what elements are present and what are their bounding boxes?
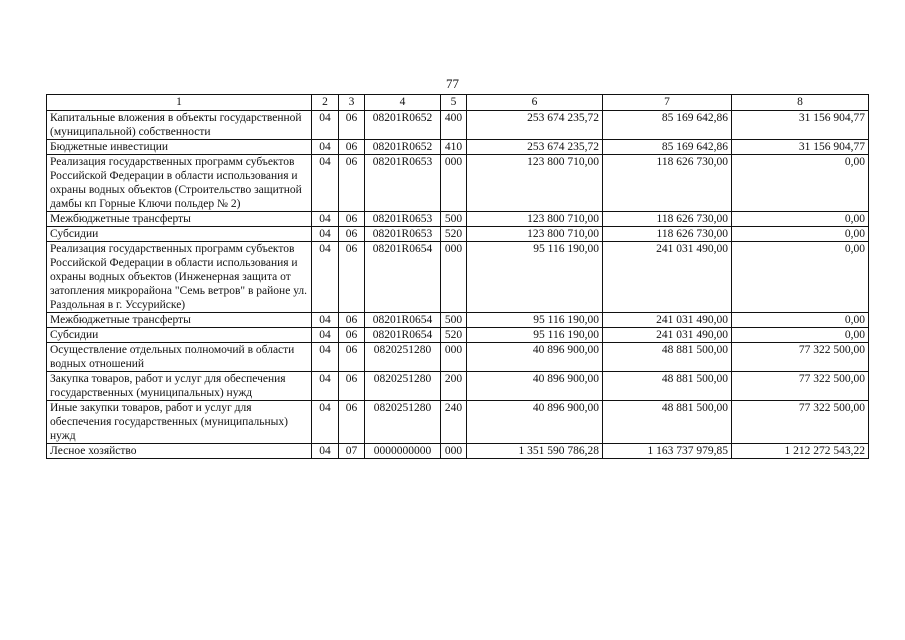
- amount-col-8: 0,00: [732, 155, 869, 212]
- row-name: Межбюджетные трансферты: [47, 212, 312, 227]
- header-cell: 5: [441, 95, 467, 111]
- amount-col-7: 241 031 490,00: [603, 313, 732, 328]
- row-name: Иные закупки товаров, работ и услуг для обеспечения государственных (муниципальных) нужд: [47, 401, 312, 444]
- amount-col-6: 95 116 190,00: [467, 242, 603, 313]
- table-row: [47, 313, 869, 328]
- header-cell: 3: [339, 95, 365, 111]
- subsection-code: 06: [339, 155, 365, 212]
- amount-col-6: 95 116 190,00: [467, 328, 603, 343]
- table-row: [47, 343, 869, 372]
- amount-col-6: 40 896 900,00: [467, 372, 603, 401]
- expense-type-code: 000: [441, 155, 467, 212]
- amount-col-6: 253 674 235,72: [467, 140, 603, 155]
- section-code: 04: [312, 313, 339, 328]
- amount-col-7: 48 881 500,00: [603, 372, 732, 401]
- page-number: 77: [446, 76, 459, 91]
- target-article-code: 08201R0653: [365, 212, 441, 227]
- row-name: Капитальные вложения в объекты государственной (муниципальной) собственности: [47, 111, 312, 140]
- expense-type-code: 000: [441, 444, 467, 459]
- subsection-code: 06: [339, 111, 365, 140]
- amount-col-7: 241 031 490,00: [603, 328, 732, 343]
- subsection-code: 06: [339, 212, 365, 227]
- row-name: Осуществление отдельных полномочий в области водных отношений: [47, 343, 312, 372]
- header-cell: 2: [312, 95, 339, 111]
- section-code: 04: [312, 444, 339, 459]
- row-name: Бюджетные инвестиции: [47, 140, 312, 155]
- amount-col-6: 123 800 710,00: [467, 212, 603, 227]
- section-code: 04: [312, 372, 339, 401]
- section-code: 04: [312, 242, 339, 313]
- expense-type-code: 520: [441, 227, 467, 242]
- table-row: [47, 401, 869, 444]
- amount-col-7: 1 163 737 979,85: [603, 444, 732, 459]
- row-name: Закупка товаров, работ и услуг для обеспечения государственных (муниципальных) нужд: [47, 372, 312, 401]
- amount-col-6: 1 351 590 786,28: [467, 444, 603, 459]
- target-article-code: 0820251280: [365, 372, 441, 401]
- amount-col-7: 48 881 500,00: [603, 343, 732, 372]
- expense-type-code: 410: [441, 140, 467, 155]
- header-row: [47, 95, 869, 111]
- target-article-code: 08201R0654: [365, 242, 441, 313]
- header-cell: 7: [603, 95, 732, 111]
- amount-col-7: 85 169 642,86: [603, 140, 732, 155]
- subsection-code: 06: [339, 372, 365, 401]
- amount-col-8: 31 156 904,77: [732, 111, 869, 140]
- section-code: 04: [312, 343, 339, 372]
- amount-col-6: 40 896 900,00: [467, 343, 603, 372]
- table-row: [47, 242, 869, 313]
- table-row: [47, 212, 869, 227]
- expense-type-code: 240: [441, 401, 467, 444]
- amount-col-6: 123 800 710,00: [467, 227, 603, 242]
- amount-col-6: 95 116 190,00: [467, 313, 603, 328]
- row-name: Межбюджетные трансферты: [47, 313, 312, 328]
- amount-col-8: 0,00: [732, 212, 869, 227]
- amount-col-8: 0,00: [732, 313, 869, 328]
- header-cell: 8: [732, 95, 869, 111]
- subsection-code: 06: [339, 328, 365, 343]
- section-code: 04: [312, 155, 339, 212]
- target-article-code: 08201R0652: [365, 140, 441, 155]
- amount-col-7: 241 031 490,00: [603, 242, 732, 313]
- amount-col-8: 1 212 272 543,22: [732, 444, 869, 459]
- subsection-code: 06: [339, 313, 365, 328]
- target-article-code: 08201R0654: [365, 328, 441, 343]
- expense-type-code: 500: [441, 212, 467, 227]
- subsection-code: 06: [339, 140, 365, 155]
- amount-col-8: 31 156 904,77: [732, 140, 869, 155]
- amount-col-8: 77 322 500,00: [732, 401, 869, 444]
- amount-col-8: 77 322 500,00: [732, 372, 869, 401]
- amount-col-7: 118 626 730,00: [603, 212, 732, 227]
- amount-col-6: 40 896 900,00: [467, 401, 603, 444]
- subsection-code: 06: [339, 401, 365, 444]
- subsection-code: 06: [339, 343, 365, 372]
- table-row: [47, 227, 869, 242]
- subsection-code: 06: [339, 242, 365, 313]
- target-article-code: 0000000000: [365, 444, 441, 459]
- header-cell: 4: [365, 95, 441, 111]
- expense-type-code: 520: [441, 328, 467, 343]
- amount-col-7: 85 169 642,86: [603, 111, 732, 140]
- header-cell: 6: [467, 95, 603, 111]
- expense-type-code: 400: [441, 111, 467, 140]
- amount-col-6: 253 674 235,72: [467, 111, 603, 140]
- section-code: 04: [312, 111, 339, 140]
- section-code: 04: [312, 140, 339, 155]
- target-article-code: 08201R0654: [365, 313, 441, 328]
- row-name: Субсидии: [47, 328, 312, 343]
- amount-col-7: 48 881 500,00: [603, 401, 732, 444]
- row-name: Субсидии: [47, 227, 312, 242]
- section-code: 04: [312, 328, 339, 343]
- table-row: [47, 444, 869, 459]
- target-article-code: 0820251280: [365, 401, 441, 444]
- amount-col-7: 118 626 730,00: [603, 227, 732, 242]
- amount-col-8: 0,00: [732, 227, 869, 242]
- subsection-code: 07: [339, 444, 365, 459]
- row-name: Реализация государственных программ субъектов Российской Федерации в области использования и охраны водных объектов (Строительство защитной дамбы кп Горные Ключи польдер № 2): [47, 155, 312, 212]
- amount-col-8: 0,00: [732, 242, 869, 313]
- header-cell: 1: [47, 95, 312, 111]
- amount-col-7: 118 626 730,00: [603, 155, 732, 212]
- target-article-code: 08201R0652: [365, 111, 441, 140]
- subsection-code: 06: [339, 227, 365, 242]
- expense-type-code: 000: [441, 343, 467, 372]
- table-row: [47, 140, 869, 155]
- table-row: [47, 111, 869, 140]
- table-row: [47, 372, 869, 401]
- section-code: 04: [312, 212, 339, 227]
- expense-type-code: 500: [441, 313, 467, 328]
- target-article-code: 08201R0653: [365, 155, 441, 212]
- expense-type-code: 200: [441, 372, 467, 401]
- section-code: 04: [312, 227, 339, 242]
- target-article-code: 0820251280: [365, 343, 441, 372]
- target-article-code: 08201R0653: [365, 227, 441, 242]
- amount-col-8: 77 322 500,00: [732, 343, 869, 372]
- amount-col-6: 123 800 710,00: [467, 155, 603, 212]
- row-name: Реализация государственных программ субъектов Российской Федерации в области использования и охраны водных объектов (Инженерная защита от затопления микрорайона "Семь ветров" в районе ул. Раздольная в г. Уссурийске): [47, 242, 312, 313]
- table-row: [47, 328, 869, 343]
- section-code: 04: [312, 401, 339, 444]
- table-row: [47, 155, 869, 212]
- amount-col-8: 0,00: [732, 328, 869, 343]
- expense-type-code: 000: [441, 242, 467, 313]
- row-name: Лесное хозяйство: [47, 444, 312, 459]
- budget-table: [46, 94, 869, 459]
